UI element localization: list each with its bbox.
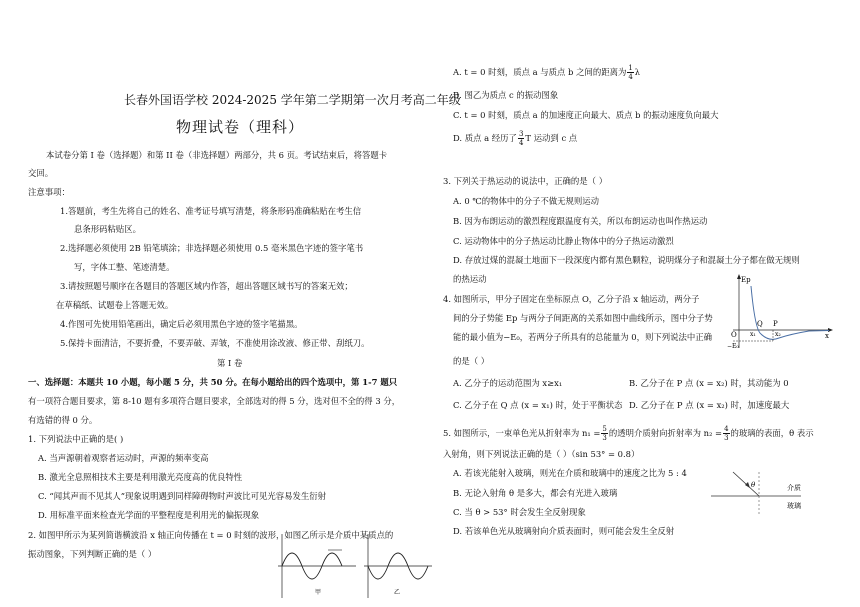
graph-q-label: Q [757, 320, 763, 328]
note-3b: 在草稿纸、试题卷上答题无效。 [56, 300, 174, 310]
q3-option-b: B. 因为布朗运动的激烈程度跟温度有关，所以布朗运动也叫作热运动 [453, 216, 708, 226]
school-title: 长春外国语学校 2024-2025 学年第二学期第一次月考高二年级 [124, 93, 461, 107]
section-head [28, 377, 397, 388]
q5-option-b: B. 无论入射角 θ 是多大，都会有光进入玻璃 [453, 488, 618, 498]
q3-option-c: C. 运动物体中的分子热运动比静止物体中的分子热运动激烈 [453, 236, 674, 246]
part1-title: 第 I 卷 [217, 358, 243, 368]
note-1: 1.答题前，考生先将自己的姓名、准考证号填写清楚，将条形码准确粘贴在考生信 [60, 206, 362, 216]
section-head-text: 一、选择题：本题共 10 小题，每小题 5 分，共 50 分。在每小题给出的四个选项中，第 1-7 题只 [28, 377, 398, 387]
graph-p-label: P [773, 320, 778, 328]
wave-figure-jia [272, 528, 362, 604]
q4-option-d: D. 乙分子在 P 点 (x = x₂) 时，加速度最大 [629, 400, 790, 410]
q2-option-a-den: 4 [628, 73, 633, 81]
q3-option-a: A. 0 ℃的物体中的分子不做无规则运动 [453, 196, 599, 206]
q1-option-b: B. 激光全息照相技术主要是利用激光亮度高的优良特性 [38, 472, 243, 482]
graph-ep-label: Ep [741, 276, 751, 284]
q5-option-c: C. 当 θ > 53° 时会发生全反射现象 [453, 507, 586, 517]
graph-x-label: x [825, 332, 829, 340]
q4-option-c: C. 乙分子在 Q 点 (x = x₁) 时，处于平衡状态 [453, 400, 623, 410]
section-line-3: 有选错的得 0 分。 [28, 415, 98, 425]
graph-origin-label: O [731, 331, 737, 339]
q2-option-a-suffix: λ [634, 67, 641, 77]
fig-yi-label: 乙 [394, 589, 401, 596]
q1-option-a: A. 当声源朝着观察者运动时，声源的频率变高 [38, 453, 209, 463]
q5-n2-den: 3 [724, 434, 729, 442]
q4-stem-3: 能的最小值为−E₀，若两分子所具有的总能量为 0，则下列说法中正确 [453, 332, 712, 342]
q5-n1-den: 3 [602, 434, 607, 442]
note-2b: 写，字体工整、笔迹清楚。 [74, 262, 175, 272]
q5-n2-num: 4 [724, 425, 729, 433]
glass-label: 玻璃 [787, 502, 801, 510]
theta-label: θ [751, 481, 756, 489]
q3-option-d: D. 存放过煤的混凝土地面下一段深度内都有黑色颗粒，说明煤分子和混凝土分子都在做无规则 [453, 255, 800, 265]
q1-option-d: D. 用标准平面来检查光学面的平整程度是利用光的偏振现象 [38, 510, 260, 520]
q3-option-d-cont: 的热运动 [453, 274, 487, 284]
intro-line-1: 本试卷分第 I 卷（选择题）和第 II 卷（非选择题）两部分，共 6 页。考试结束后，将答题卡 [46, 150, 388, 160]
note-4: 4.作图可先使用铅笔画出，确定后必须用黑色字迹的签字笔描黑。 [60, 319, 303, 329]
q2-option-d [453, 130, 577, 147]
note-5: 5.保持卡面清洁，不要折叠，不要弄破、弄皱，不准使用涂改液、修正带、刮纸刀。 [60, 338, 370, 348]
q5-stem-a [443, 425, 814, 442]
q5-n1-num: 5 [602, 425, 607, 433]
q2-option-d-fraction [518, 130, 524, 147]
q2-option-c: C. t = 0 时刻，质点 a 的加速度正向最大、质点 b 的振动速度负向最大 [453, 110, 719, 120]
q5-n1-fraction [601, 425, 607, 442]
q4-stem-1: 4. 如图所示，甲分子固定在坐标原点 O，乙分子沿 x 轴运动，两分子 [443, 294, 700, 304]
fig-jia-label: 甲 [315, 589, 322, 596]
q2-option-d-num: 3 [518, 130, 524, 138]
medium-label: 介质 [787, 484, 801, 492]
q4-option-a: A. 乙分子的运动范围为 x≥x₁ [453, 378, 563, 388]
q5-stem-b: 入射角，则下列说法正确的是（ ）（sin 53° = 0.8） [443, 449, 640, 459]
q2-option-a-fraction [627, 64, 633, 81]
section-line-2: 有一项符合题目要求，第 8-10 题有多项符合题目要求，全部选对的得 5 分，选对但不全的得 3 分， [28, 396, 401, 406]
q2-option-d-den: 4 [518, 139, 524, 147]
q2-option-a-num: 1 [628, 64, 633, 72]
q1-stem: 1. 下列说法中正确的是( ) [28, 434, 124, 444]
q1-option-c: C. “闻其声而不见其人”现象说明遇到同样障碍物时声波比可见光容易发生衍射 [38, 491, 326, 501]
q2-option-a [453, 64, 640, 81]
q5-stem-a1: 5. 如图所示，一束单色光从折射率为 n₁ = [443, 428, 601, 438]
graph-x2-label: x₂ [775, 331, 781, 338]
q4-stem-2: 间的分子势能 Ep 与两分子间距离的关系如图中曲线所示，图中分子势 [453, 313, 713, 323]
q5-option-a: A. 若该光能射入玻璃，则光在介质和玻璃中的速度之比为 5 : 4 [453, 468, 687, 478]
q3-stem: 3. 下列关于热运动的说法中，正确的是（ ） [443, 176, 608, 186]
q2-stem-b: 振动图象，下列判断正确的是（ ） [28, 549, 157, 559]
notice-title: 注意事项： [28, 187, 70, 197]
q2-option-d-prefix: D. 质点 a 经历了 [453, 133, 517, 143]
q2-option-d-suffix: T 运动到 c 点 [525, 133, 578, 143]
subject-title: 物理试卷（理科） [176, 118, 305, 136]
q2-option-b: B. 图乙为质点 c 的振动图象 [453, 90, 559, 100]
q4-option-b: B. 乙分子在 P 点 (x = x₂) 时，其动能为 0 [629, 378, 789, 388]
wave-figure-yi [360, 528, 436, 604]
note-3: 3.请按照题号顺序在各题目的答题区域内作答，超出答题区域书写的答案无效； [60, 281, 353, 291]
intro-line-2: 交回。 [28, 168, 54, 178]
q5-stem-a2: 的透明介质射向折射率为 n₂ = [608, 428, 723, 438]
refraction-figure [709, 466, 817, 516]
note-1b: 息条形码粘贴区。 [74, 224, 141, 234]
q2-stem-a: 2. 如图甲所示为某列简谐横波沿 x 轴正向传播在 t = 0 时刻的波形，如图乙所示是介质中某质点的 [28, 530, 394, 540]
q2-option-a-prefix: A. t = 0 时刻，质点 a 与质点 b 之间的距离为 [453, 67, 627, 77]
graph-x1-label: x₁ [750, 331, 756, 338]
potential-energy-graph [729, 272, 835, 352]
q4-stem-4: 的是（ ） [453, 356, 490, 366]
q5-option-d: D. 若该单色光从玻璃射向介质表面时，则可能会发生全反射 [453, 526, 675, 536]
q5-n2-fraction [723, 425, 729, 442]
note-2: 2.选择题必须使用 2B 铅笔填涂；非选择题必须使用 0.5 毫米黑色字迹的签字笔书 [60, 243, 364, 253]
q5-stem-a3: 的玻璃的表面，θ 表示 [730, 428, 814, 438]
graph-e0-label: −E₀ [727, 343, 739, 350]
